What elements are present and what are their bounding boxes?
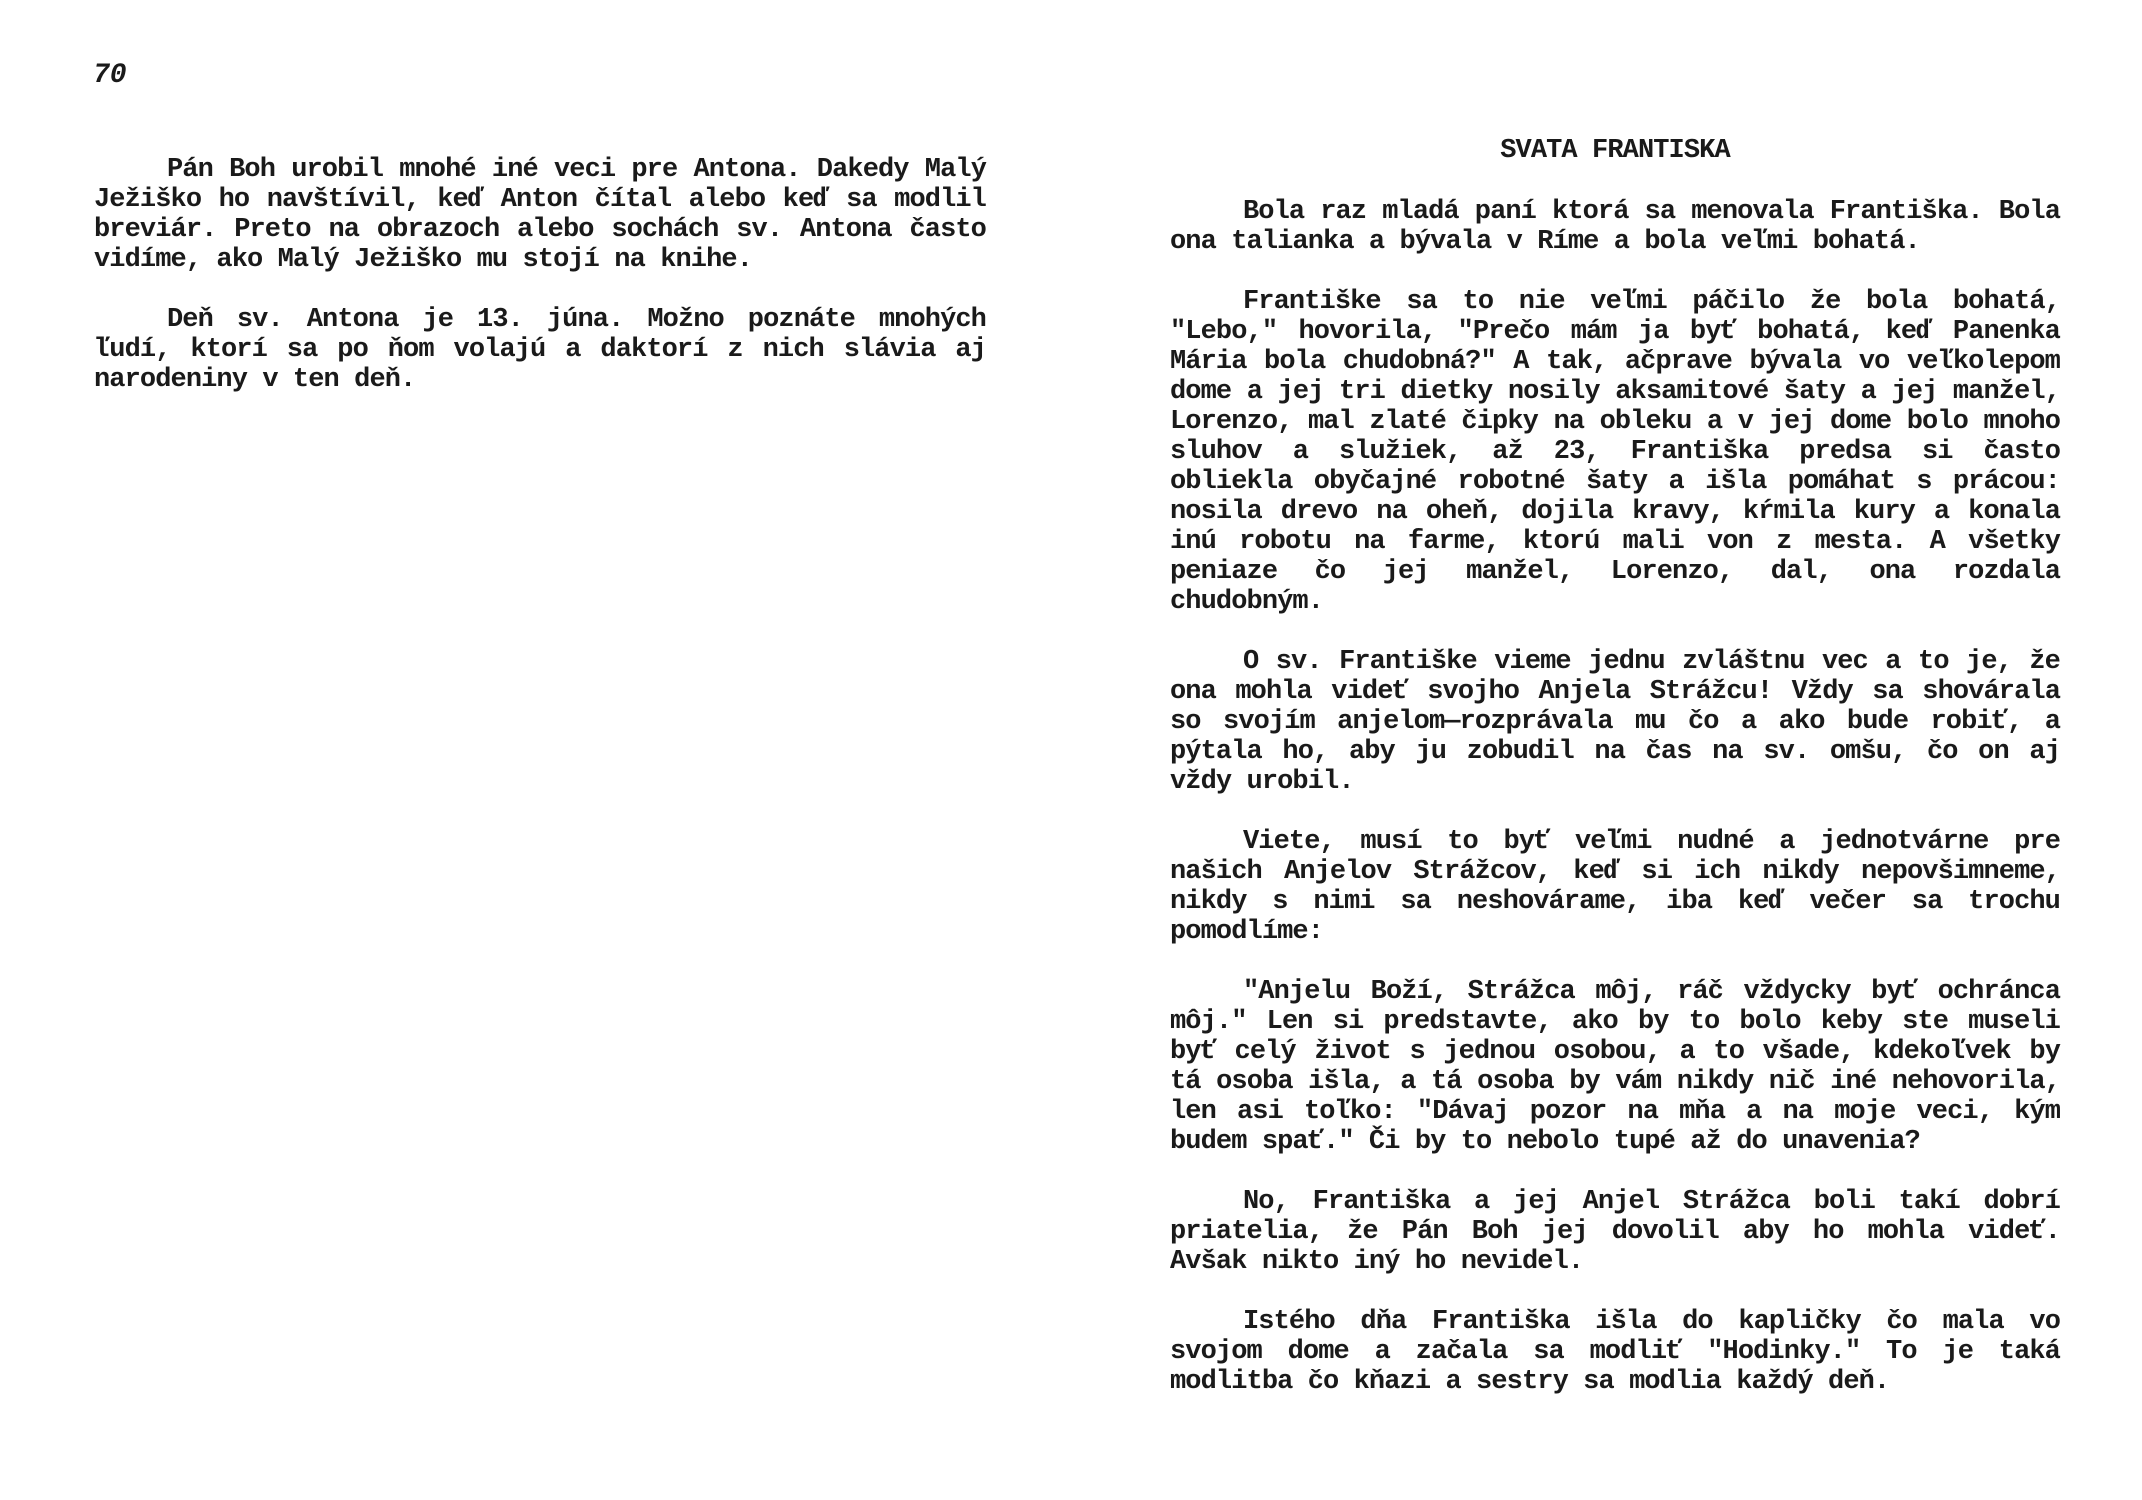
story-title: SVATA FRANTISKA: [1500, 136, 1730, 166]
right-paragraph-1: Bola raz mladá paní ktorá sa menovala Františka. Bola ona talianka a bývala v Ríme a bola veľmi bohatá.: [1170, 197, 2060, 257]
right-paragraph-5: "Anjelu Boží, Strážca môj, ráč vždycky byť ochránca môj." Len si predstavte, ako by to bolo keby ste museli byť celý život s jednou osobou, a to všade, kdekoľvek by tá osoba išla, a tá osoba by vám nikdy nič iné nehovorila, len asi toľko: "Dávaj pozor na mňa a na moje veci, kým budem spať." Či by to nebolo tupé až do unavenia?: [1170, 977, 2060, 1157]
right-paragraph-7: Istého dňa Františka išla do kapličky čo mala vo svojom dome a začala sa modliť "Hodinky." To je taká modlitba čo kňazi a sestry sa modlia každý deň.: [1170, 1307, 2060, 1397]
left-paragraph-1: Pán Boh urobil mnohé iné veci pre Antona. Dakedy Malý Ježiško ho navštívil, keď Anton čítal alebo keď sa modlil breviár. Preto na obrazoch alebo sochách sv. Antona často vidíme, ako Malý Ježiško mu stojí na knihe.: [94, 155, 986, 275]
right-column: [1170, 136, 2060, 1427]
right-paragraph-6: No, Františka a jej Anjel Strážca boli takí dobrí priatelia, že Pán Boh jej dovolil aby ho mohla videť. Avšak nikto iný ho nevidel.: [1170, 1187, 2060, 1277]
right-paragraph-4: Viete, musí to byť veľmi nudné a jednotvárne pre našich Anjelov Strážcov, keď si ich nikdy nepovšimneme, nikdy s nimi sa neshovárame, iba keď večer sa trochu pomodlíme:: [1170, 827, 2060, 947]
left-column: [94, 155, 986, 425]
left-paragraph-2: Deň sv. Antona je 13. júna. Možno poznáte mnohých ľudí, ktorí sa po ňom volajú a daktorí z nich slávia aj narodeniny v ten deň.: [94, 305, 986, 395]
page-number: 70: [93, 60, 127, 91]
right-paragraph-2: Františke sa to nie veľmi páčilo že bola bohatá, "Lebo," hovorila, "Prečo mám ja byť bohatá, keď Panenka Mária bola chudobná?" A tak, ačprave bývala vo veľkolepom dome a jej tri dietky nosily aksamitové šaty a jej manžel, Lorenzo, mal zlaté čipky na obleku a v jej dome bolo mnoho sluhov a služiek, až 23, Františka predsa si často obliekla obyčajné robotné šaty a išla pomáhat s prácou: nosila drevo na oheň, dojila kravy, kŕmila kury a konala inú robotu na farme, ktorú mali von z mesta. A všetky peniaze čo jej manžel, Lorenzo, dal, ona rozdala chudobným.: [1170, 287, 2060, 617]
right-paragraph-3: O sv. Františke vieme jednu zvláštnu vec a to je, že ona mohla videť svojho Anjela Strážcu! Vždy sa shovárala so svojím anjelom—rozprávala mu čo a ako bude robiť, a pýtala ho, aby ju zobudil na čas na sv. omšu, čo on aj vždy urobil.: [1170, 647, 2060, 797]
